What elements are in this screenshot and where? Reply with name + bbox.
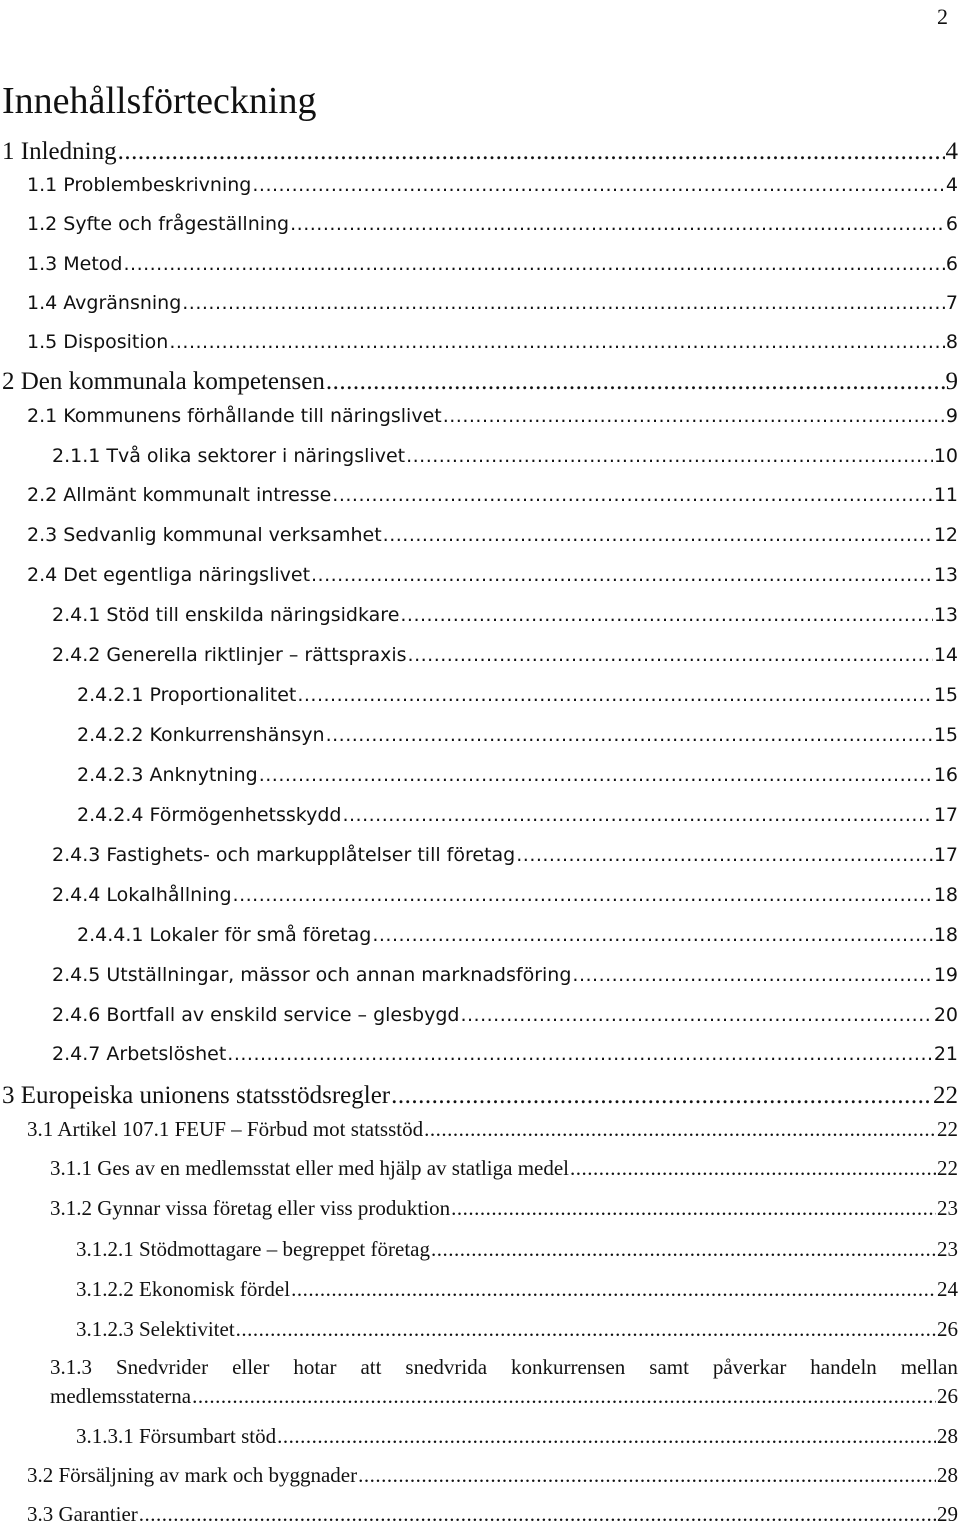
toc-entry-3-1-1[interactable] xyxy=(50,1156,960,1181)
page-number: 2 xyxy=(937,4,948,30)
leader-dots xyxy=(311,564,933,586)
toc-entry-2-3[interactable] xyxy=(27,524,960,546)
toc-title: Innehållsförteckning xyxy=(2,78,316,124)
toc-page-number: 12 xyxy=(934,524,960,546)
toc-page-number: 15 xyxy=(934,724,960,746)
toc-page-number: 28 xyxy=(937,1463,960,1488)
leader-dots xyxy=(139,1502,936,1527)
toc-entry-text: 2.4.2.1 Proportionalitet xyxy=(77,684,296,706)
toc-entry-word: påverkar xyxy=(713,1355,786,1380)
toc-entry-2-4-2-4[interactable] xyxy=(77,804,960,826)
toc-entry-2-1-1[interactable] xyxy=(52,445,960,467)
toc-page-number: 17 xyxy=(934,804,960,826)
toc-entry-text: 2.4.2.3 Anknytning xyxy=(77,764,258,786)
toc-page-number: 15 xyxy=(934,684,960,706)
toc-entry-text: 3.1.2 Gynnar vissa företag eller viss produktion xyxy=(50,1196,450,1221)
toc-entry-2[interactable] xyxy=(2,368,960,396)
leader-dots xyxy=(408,644,933,666)
leader-dots xyxy=(372,924,932,946)
toc-entry-text: 2.4.2.4 Förmögenhetsskydd xyxy=(77,804,341,826)
toc-page-number: 14 xyxy=(934,644,960,666)
toc-page-number: 22 xyxy=(937,1117,960,1142)
leader-dots xyxy=(233,884,933,906)
leader-dots xyxy=(169,331,945,353)
toc-page-number: 11 xyxy=(934,484,960,506)
toc-entry-2-4-4-1[interactable] xyxy=(77,924,960,946)
toc-entry-3-3[interactable] xyxy=(27,1502,960,1527)
toc-entry-2-4[interactable] xyxy=(27,564,960,586)
leader-dots xyxy=(236,1317,936,1342)
toc-entry-2-4-6[interactable] xyxy=(52,1004,960,1026)
toc-entry-word: handeln xyxy=(810,1355,876,1380)
toc-page-number: 6 xyxy=(946,213,960,235)
leader-dots xyxy=(277,1424,936,1449)
leader-dots xyxy=(358,1463,936,1488)
toc-entry-text: 3 Europeiska unionens statsstödsregler xyxy=(2,1082,390,1110)
leader-dots xyxy=(451,1196,936,1221)
leader-dots xyxy=(297,684,932,706)
toc-entry-text: 2.2 Allmänt kommunalt intresse xyxy=(27,484,331,506)
toc-entry-2-4-3[interactable] xyxy=(52,844,960,866)
leader-dots xyxy=(182,292,945,314)
toc-entry-2-4-2-3[interactable] xyxy=(77,764,960,786)
toc-entry-3-1-2[interactable] xyxy=(50,1196,960,1221)
leader-dots xyxy=(383,524,933,546)
toc-page-number: 20 xyxy=(934,1004,960,1026)
toc-entry-2-4-5[interactable] xyxy=(52,964,960,986)
toc-entry-3-1[interactable] xyxy=(27,1117,960,1142)
toc-page-number: 26 xyxy=(937,1384,960,1409)
toc-page-number: 9 xyxy=(946,405,960,427)
toc-page-number: 19 xyxy=(934,964,960,986)
toc-entry-3-1-2-3[interactable] xyxy=(76,1317,960,1342)
toc-entry-1-4[interactable] xyxy=(27,292,960,314)
leader-dots xyxy=(252,174,945,196)
toc-page-number: 29 xyxy=(937,1502,960,1527)
leader-dots xyxy=(326,724,933,746)
leader-dots xyxy=(118,138,945,166)
toc-page-number: 13 xyxy=(934,564,960,586)
toc-entry-text: 1.4 Avgränsning xyxy=(27,292,181,314)
leader-dots xyxy=(332,484,933,506)
leader-dots xyxy=(192,1384,936,1409)
toc-entry-text: 3.1.2.2 Ekonomisk fördel xyxy=(76,1277,290,1302)
toc-entry-2-4-2[interactable] xyxy=(52,644,960,666)
toc-entry-text: 2.4.7 Arbetslöshet xyxy=(52,1043,226,1065)
leader-dots xyxy=(431,1237,936,1262)
toc-entry-text: 2.4.4 Lokalhållning xyxy=(52,884,232,906)
toc-page-number: 21 xyxy=(934,1043,960,1065)
toc-page-number: 7 xyxy=(946,292,960,314)
toc-entry-2-2[interactable] xyxy=(27,484,960,506)
toc-entry-word: Snedvrider xyxy=(116,1355,208,1380)
toc-entry-text: 3.2 Försäljning av mark och byggnader xyxy=(27,1463,357,1488)
leader-dots xyxy=(342,804,932,826)
toc-page-number: 8 xyxy=(946,331,960,353)
toc-entry-2-1[interactable] xyxy=(27,405,960,427)
toc-entry-word: konkurrensen xyxy=(511,1355,625,1380)
leader-dots xyxy=(443,405,945,427)
toc-entry-text: 2.4.3 Fastighets- och markupplåtelser till företag xyxy=(52,844,515,866)
toc-entry-text: 2.4.2 Generella riktlinjer – rättspraxis xyxy=(52,644,407,666)
leader-dots xyxy=(290,213,945,235)
toc-entry-text: 2.4.4.1 Lokaler för små företag xyxy=(77,924,371,946)
toc-entry-word: snedvrida xyxy=(405,1355,487,1380)
toc-entry-word: att xyxy=(360,1355,381,1380)
toc-entry-text: 2.4.2.2 Konkurrenshänsyn xyxy=(77,724,325,746)
toc-entry-1-5[interactable] xyxy=(27,331,960,353)
leader-dots xyxy=(227,1043,933,1065)
toc-page-number: 24 xyxy=(937,1277,960,1302)
toc-entry-line-1 xyxy=(50,1355,960,1380)
toc-entry-3-1-3[interactable] xyxy=(50,1355,960,1409)
toc-entry-text: 2.4 Det egentliga näringslivet xyxy=(27,564,310,586)
leader-dots xyxy=(259,764,933,786)
toc-entry-word: hotar xyxy=(293,1355,336,1380)
toc-entry-text: 1.1 Problembeskrivning xyxy=(27,174,251,196)
toc-page-number: 23 xyxy=(937,1196,960,1221)
toc-entry-3-1-2-2[interactable] xyxy=(76,1277,960,1302)
toc-entry-text: 3.1.2.1 Stödmottagare – begreppet företag xyxy=(76,1237,430,1262)
leader-dots xyxy=(123,253,944,275)
toc-page-number: 17 xyxy=(934,844,960,866)
toc-entry-text: 1 Inledning xyxy=(2,138,117,166)
toc-entry-word: mellan xyxy=(901,1355,960,1380)
toc-entry-text: 1.3 Metod xyxy=(27,253,122,275)
toc-page-number: 22 xyxy=(933,1082,960,1110)
toc-entry-2-4-2-2[interactable] xyxy=(77,724,960,746)
toc-page-number: 13 xyxy=(934,604,960,626)
toc-page-number: 18 xyxy=(934,884,960,906)
toc-entry-text: 2 Den kommunala kompetensen xyxy=(2,368,325,396)
toc-entry-line-2 xyxy=(50,1384,960,1409)
toc-entry-1-2[interactable] xyxy=(27,213,960,235)
toc-entry-text: 2.4.5 Utställningar, mässor och annan marknadsföring xyxy=(52,964,571,986)
toc-entry-text: 2.1.1 Två olika sektorer i näringslivet xyxy=(52,445,405,467)
toc-entry-text: 2.4.6 Bortfall av enskild service – glesbygd xyxy=(52,1004,459,1026)
toc-entry-2-4-4[interactable] xyxy=(52,884,960,906)
toc-entry-2-4-1[interactable] xyxy=(52,604,960,626)
leader-dots xyxy=(460,1004,932,1026)
toc-entry-text: 2.1 Kommunens förhållande till näringslivet xyxy=(27,405,442,427)
toc-entry-2-4-2-1[interactable] xyxy=(77,684,960,706)
toc-entry-3[interactable] xyxy=(2,1082,960,1110)
toc-page-number: 10 xyxy=(934,445,960,467)
toc-entry-3-1-3-1[interactable] xyxy=(76,1424,960,1449)
toc-entry-text: 1.5 Disposition xyxy=(27,331,168,353)
toc-page-number: 18 xyxy=(934,924,960,946)
toc-entry-text: 2.3 Sedvanlig kommunal verksamhet xyxy=(27,524,382,546)
leader-dots xyxy=(326,368,945,396)
toc-entry-text: 3.1.3.1 Försumbart stöd xyxy=(76,1424,276,1449)
toc-entry-text: 1.2 Syfte och frågeställning xyxy=(27,213,289,235)
leader-dots xyxy=(400,604,932,626)
toc-entry-2-4-7[interactable] xyxy=(52,1043,960,1065)
toc-entry-text: 3.1 Artikel 107.1 FEUF – Förbud mot statsstöd xyxy=(27,1117,423,1142)
toc-entry-text: 3.1.2.3 Selektivitet xyxy=(76,1317,235,1342)
toc-page-number: 4 xyxy=(946,138,960,166)
toc-page-number: 28 xyxy=(937,1424,960,1449)
leader-dots xyxy=(291,1277,936,1302)
toc-entry-3-2[interactable] xyxy=(27,1463,960,1488)
toc-entry-text: 3.1.1 Ges av en medlemsstat eller med hjälp av statliga medel xyxy=(50,1156,569,1181)
toc-entry-text: 2.4.1 Stöd till enskilda näringsidkare xyxy=(52,604,399,626)
toc-page-number: 23 xyxy=(937,1237,960,1262)
toc-entry-word: eller xyxy=(232,1355,269,1380)
toc-entry-word: samt xyxy=(649,1355,689,1380)
toc-page-number: 16 xyxy=(934,764,960,786)
leader-dots xyxy=(391,1082,932,1110)
leader-dots xyxy=(424,1117,936,1142)
leader-dots xyxy=(572,964,932,986)
leader-dots xyxy=(570,1156,936,1181)
toc-entry-text: medlemsstaterna xyxy=(50,1384,191,1409)
toc-entry-text: 3.3 Garantier xyxy=(27,1502,138,1527)
toc-page-number: 9 xyxy=(946,368,960,396)
toc-entry-1[interactable] xyxy=(2,138,960,166)
toc-page-number: 4 xyxy=(946,174,960,196)
leader-dots xyxy=(406,445,933,467)
toc-entry-1-1[interactable] xyxy=(27,174,960,196)
toc-entry-3-1-2-1[interactable] xyxy=(76,1237,960,1262)
toc-page-number: 22 xyxy=(937,1156,960,1181)
toc-page-number: 26 xyxy=(937,1317,960,1342)
leader-dots xyxy=(516,844,933,866)
toc-entry-1-3[interactable] xyxy=(27,253,960,275)
toc-page-number: 6 xyxy=(946,253,960,275)
toc-entry-number: 3.1.3 xyxy=(50,1355,92,1380)
